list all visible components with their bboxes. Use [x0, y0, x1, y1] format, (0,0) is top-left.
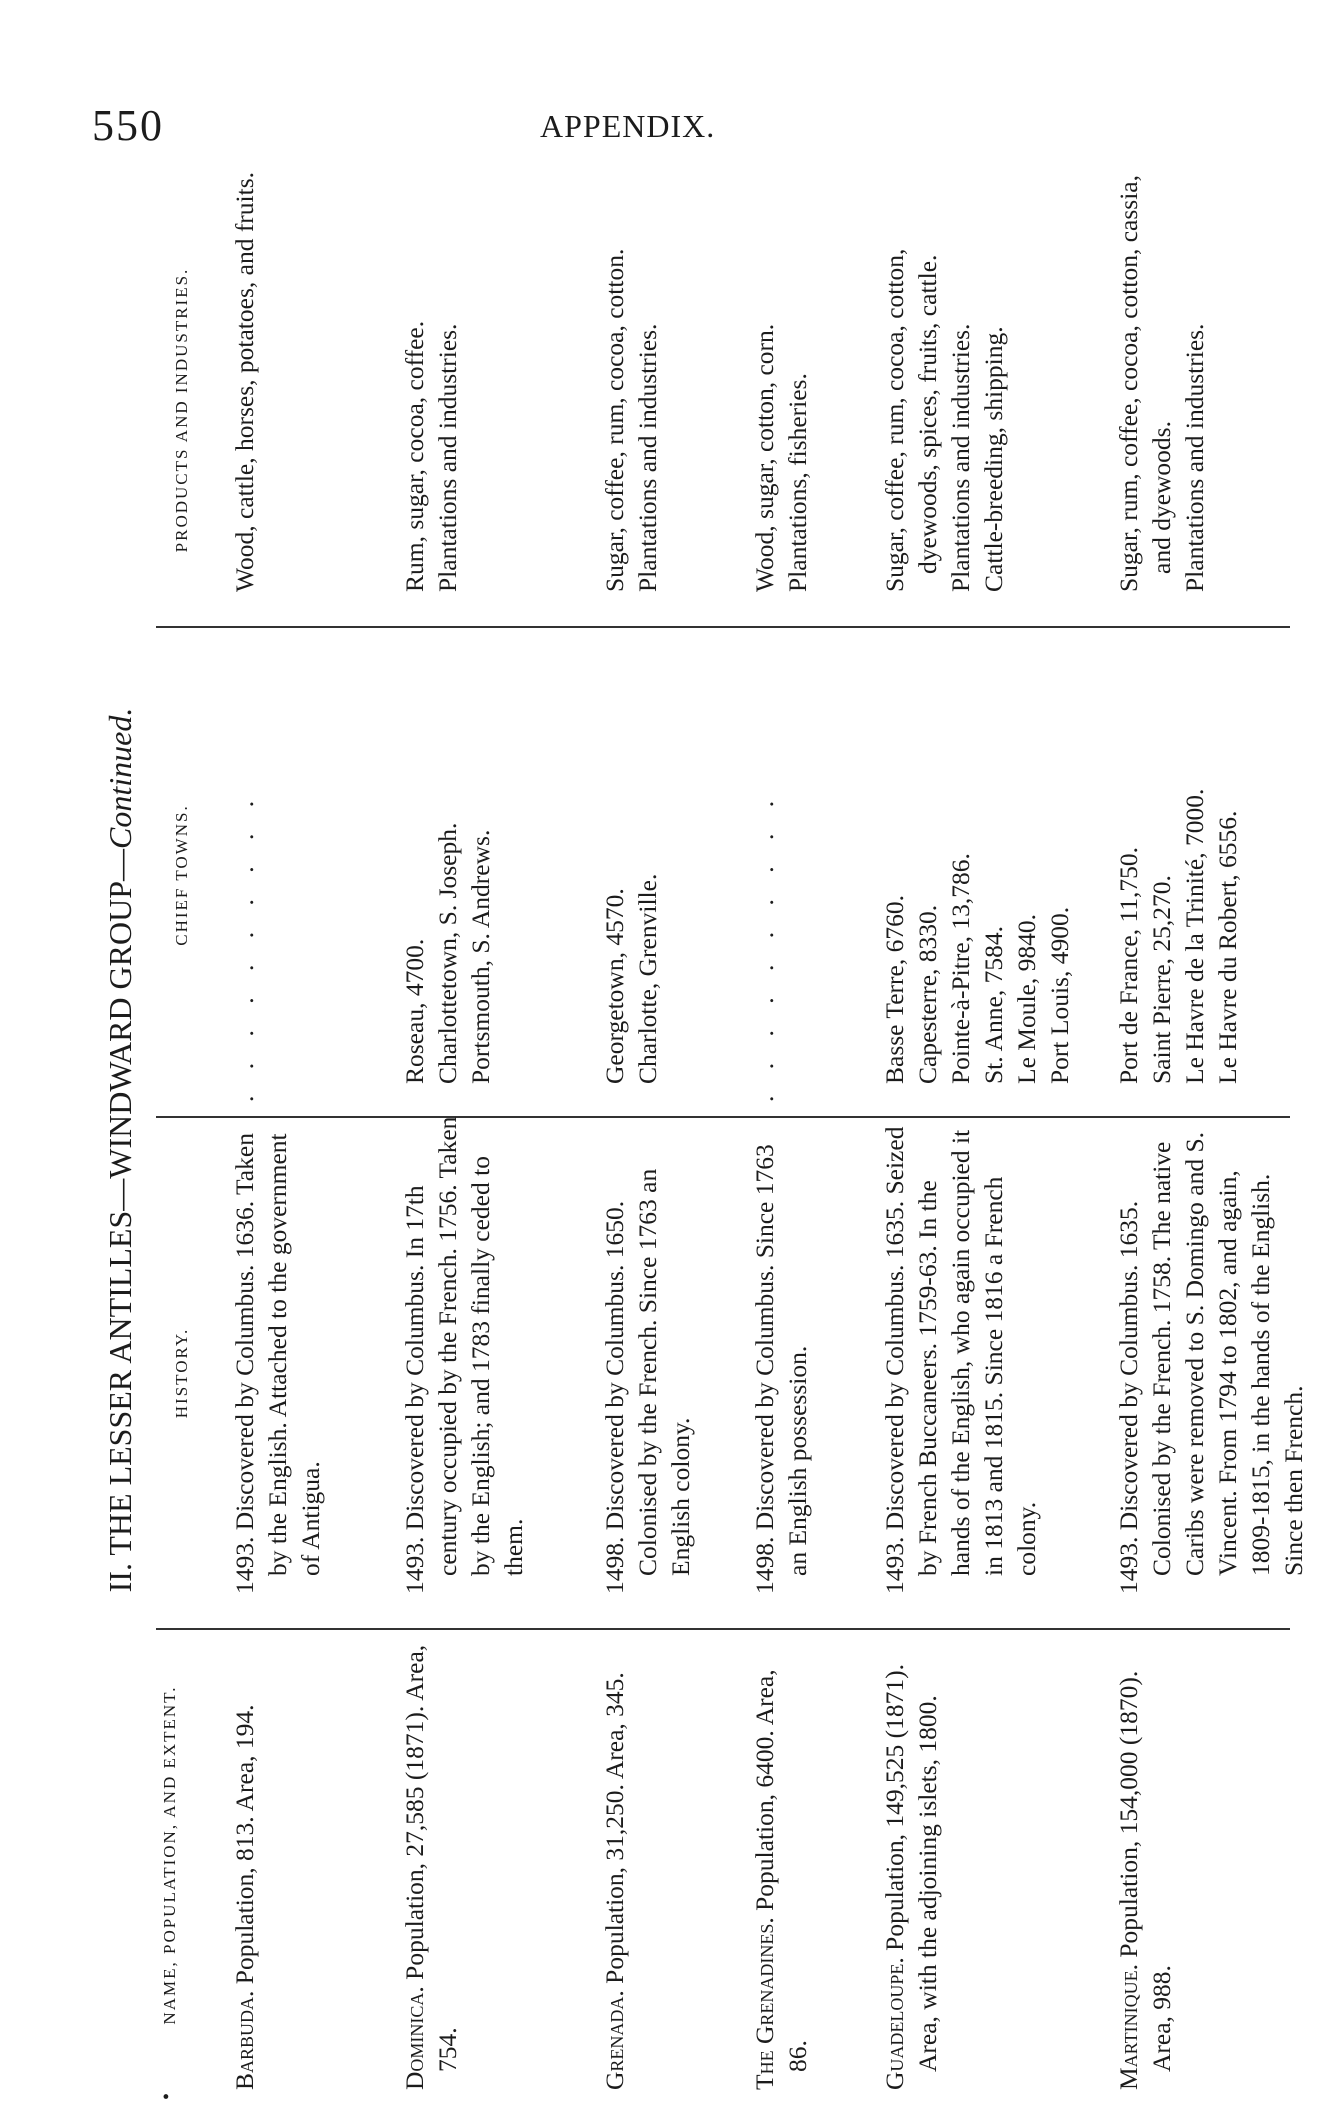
island-name-cell [1112, 1632, 1178, 2090]
island-stats: Population, 6400. Area, 86. [750, 1669, 812, 2072]
column-rule [156, 626, 1290, 628]
history-text: 1493. Discovered by Columbus. 1635. Seized by French Buccaneers. 1759-63. In the hands of the English, who again occupied it in 1813 and 1815. Since 1816 a French colony. [880, 1126, 1041, 1594]
town-item: Port Louis, 4900. [1045, 906, 1074, 1084]
town-item: Le Havre de la Trinité, 7000. [1180, 788, 1209, 1084]
town-item: Le Havre du Robert, 6556. [1213, 810, 1242, 1084]
col-head-towns: CHIEF TOWNS. [172, 804, 191, 946]
rotated-table [92, 171, 1308, 2100]
products-cell [1112, 152, 1211, 610]
products-text: Sugar, coffee, rum, cocoa, cotton. [600, 248, 629, 592]
col-head-name: NAME, POPULATION, AND EXTENT. [160, 1685, 179, 2025]
products-cell [228, 152, 261, 610]
island-stats: Population, 149,525 (1871). Area, with the adjoining islets, 1800. [880, 1663, 942, 2072]
col-head-history: HISTORY. [172, 1327, 191, 1419]
history-cell [228, 1116, 327, 1612]
page-header [0, 0, 1326, 175]
town-item: Le Moule, 9840. [1012, 914, 1041, 1084]
history-cell [748, 1116, 814, 1612]
leader-dots: . [230, 1085, 259, 1102]
leader-dots-fill: . . . . . . . . . [230, 790, 259, 1086]
town-item: Charlottetown, S. Joseph. [433, 822, 462, 1084]
town-item: Georgetown, 4570. [600, 888, 629, 1084]
products-cell [748, 152, 814, 610]
history-cell [878, 1116, 1043, 1612]
town-item: Saint Pierre, 25,270. [1147, 875, 1176, 1084]
products-text: Plantations, fisheries. [783, 373, 812, 592]
table-title [92, 210, 148, 2090]
island-name-cell [228, 1632, 261, 2090]
island-name: The Grenadines. [750, 1917, 779, 2090]
products-cell [878, 152, 1010, 610]
products-text: Plantations and industries. [433, 323, 462, 592]
island-stats: Population, 27,585 (1871). Area, 754. [400, 1644, 462, 2072]
leader-dots: . [750, 1085, 779, 1102]
products-text: Plantations and industries. [633, 323, 662, 592]
column-rule [156, 1628, 1290, 1630]
products-cell [398, 152, 464, 610]
island-stats: Population, 154,000 (1870). Area, 988. [1114, 1670, 1176, 2072]
history-cell [398, 1116, 530, 1612]
products-text: Sugar, coffee, rum, cocoa, cotton, dyewoods, spices, fruits, cattle. [880, 248, 942, 592]
island-name: Martinique. [1114, 1964, 1143, 2090]
table-title-text: II. THE LESSER ANTILLES—WINDWARD GROUP— [102, 848, 138, 1593]
products-text: Plantations and industries. [1180, 323, 1209, 592]
history-text: 1493. Discovered by Columbus. 1635. Colonised by the French. 1758. The native Caribs were removed to S. Domingo and S. Vincent. From 1794 to 1802, and again, 1809-1815, in the hands of the English. Since then French. [1114, 1131, 1308, 1594]
products-text: Plantations and industries. [946, 323, 975, 592]
towns-cell [878, 630, 1076, 1102]
products-text: Cattle-breeding, shipping. [979, 326, 1008, 592]
town-item: Roseau, 4700. [400, 938, 429, 1084]
margin-mark: • [156, 2092, 178, 2100]
page-number: 550 [92, 101, 164, 150]
town-item: Capesterre, 8330. [913, 904, 942, 1084]
town-item: Basse Terre, 6760. [880, 895, 909, 1084]
history-text: 1493. Discovered by Columbus. In 17th century occupied by the French. 1756. Taken by the English; and 1783 finally ceded to them. [400, 1116, 528, 1594]
towns-cell [598, 630, 664, 1102]
history-text: 1493. Discovered by Columbus. 1636. Taken by the English. Attached to the government of Antigua. [230, 1133, 325, 1594]
products-text: Wood, cattle, horses, potatoes, and fruits. [230, 171, 259, 592]
town-item: Pointe-à-Pitre, 13,786. [946, 853, 975, 1084]
town-item: Charlotte, Grenville. [633, 873, 662, 1084]
history-cell [598, 1116, 697, 1612]
island-name-cell [398, 1632, 464, 2090]
island-name: Guadeloupe. [880, 1957, 909, 2090]
island-name-cell [748, 1632, 814, 2090]
col-head-products: PRODUCTS AND INDUSTRIES. [172, 267, 191, 553]
history-text: 1498. Discovered by Columbus. Since 1763 an English possession. [750, 1144, 812, 1594]
town-item: St. Anne, 7584. [979, 926, 1008, 1084]
table-title-continued: Continued. [102, 707, 138, 849]
running-head: APPENDIX. [540, 108, 716, 144]
towns-cell [228, 630, 261, 1102]
island-name-cell [598, 1632, 631, 2090]
towns-cell [1112, 630, 1244, 1102]
towns-cell [398, 630, 497, 1102]
products-cell [598, 152, 664, 610]
products-text: Wood, sugar, cotton, corn. [750, 323, 779, 592]
town-item: Portsmouth, S. Andrews. [466, 829, 495, 1084]
town-item: Port de France, 11,750. [1114, 846, 1143, 1084]
products-text: Rum, sugar, cocoa, coffee. [400, 320, 429, 592]
island-name-cell [878, 1632, 944, 2090]
island-stats: Population, 31,250. Area, 345. [600, 1672, 629, 1991]
island-name: Grenada. [600, 1990, 629, 2090]
history-text: 1498. Discovered by Columbus. 1650. Colonised by the French. Since 1763 an English colony. [600, 1168, 695, 1594]
history-cell [1112, 1116, 1310, 1612]
products-text: Sugar, rum, coffee, cocoa, cotton, cassia, and dyewoods. [1114, 175, 1176, 592]
towns-cell [748, 630, 781, 1102]
island-stats: Population, 813. Area, 194. [230, 1704, 259, 1991]
island-name: Barbuda. [230, 1990, 259, 2090]
leader-dots-fill: . . . . . . . . . [750, 790, 779, 1086]
island-name: Dominica. [400, 1986, 429, 2090]
